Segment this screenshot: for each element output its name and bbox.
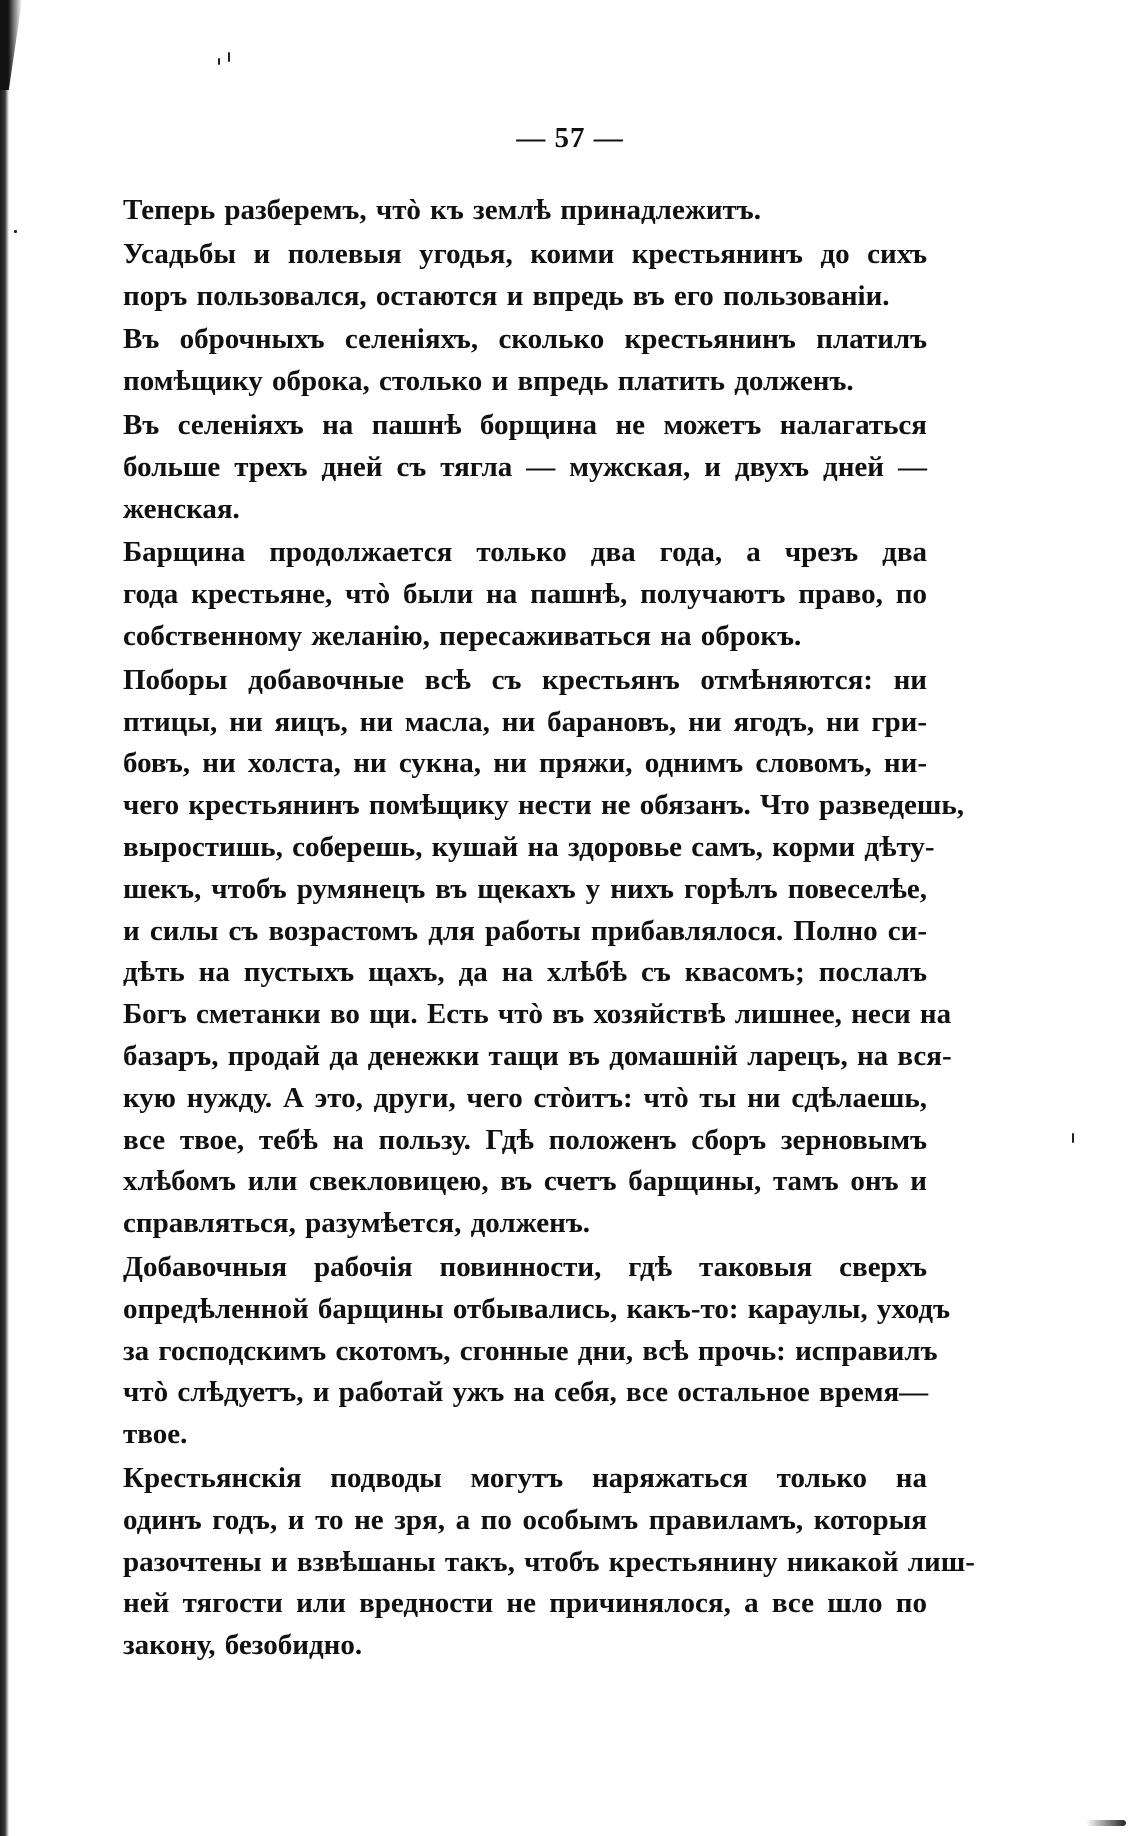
text-line: Въ селеніяхъ на пашнѣ борщина не можетъ налагаться — [123, 408, 927, 441]
text-line: Добавочныя рабочія повинности, гдѣ таковыя сверхъ — [123, 1250, 927, 1283]
text-line: поръ пользовался, остаются и впредь въ его пользованіи. — [123, 279, 890, 312]
paragraph — [123, 190, 927, 232]
text-line: опредѣленной барщины отбывались, какъ-то: караулы, уходъ — [123, 1292, 951, 1325]
text-line: Поборы добавочные всѣ съ крестьянъ отмѣняются: ни — [123, 663, 927, 696]
text-line: шекъ, чтобъ румянецъ въ щекахъ у нихъ горѣлъ повеселѣе, — [123, 872, 927, 905]
paragraph — [123, 532, 927, 657]
text-line: разочтены и взвѣшаны такъ, чтобъ крестьянину никакой лиш- — [123, 1545, 975, 1578]
text-line: кую нужду. А это, други, чего стòитъ: чтò ты ни сдѣлаешь, — [123, 1081, 927, 1114]
paragraph — [123, 319, 927, 403]
text-line: все твое, тебѣ на пользу. Гдѣ положенъ сборъ зерновымъ — [123, 1123, 927, 1156]
text-line: помѣщику оброка, столько и впредь платить долженъ. — [123, 365, 854, 398]
text-line: Крестьянскія подводы могутъ наряжаться только на — [123, 1461, 927, 1494]
print-speck — [1072, 1133, 1074, 1143]
body-text — [123, 190, 975, 1669]
paragraph — [123, 1458, 975, 1667]
text-line: базаръ, продай да денежки тащи въ домашній ларецъ, на вся- — [123, 1039, 952, 1072]
text-line: чтò слѣдуетъ, и работай ужъ на себя, все остальное время— — [123, 1376, 929, 1409]
paragraph — [123, 660, 964, 1245]
text-line: твое. — [123, 1418, 188, 1451]
text-line: птицы, ни яицъ, ни масла, ни барановъ, ни ягодъ, ни гри- — [123, 705, 927, 738]
paragraph — [123, 234, 927, 318]
text-line: Въ оброчныхъ селеніяхъ, сколько крестьянинъ платилъ — [123, 323, 927, 356]
text-line: Усадьбы и полевыя угодья, коими крестьянинъ до сихъ — [123, 237, 927, 270]
print-speck — [14, 230, 17, 233]
text-line: ней тягости или вредности не причинялося, а все шло по — [123, 1587, 927, 1620]
page-number: — 57 — — [516, 122, 624, 154]
text-line: дѣть на пустыхъ щахъ, да на хлѣбѣ съ квасомъ; послалъ — [123, 956, 927, 989]
text-line: и силы съ возрастомъ для работы прибавлялося. Полно си- — [123, 914, 927, 947]
text-line: чего крестьянинъ помѣщику нести не обязанъ. Что разведешь, — [123, 789, 964, 822]
text-line: выростишь, соберешь, кушай на здоровье самъ, корми дѣту- — [123, 830, 935, 863]
text-line: хлѣбомъ или свекловицею, въ счетъ барщины, тамъ онъ и — [123, 1165, 927, 1198]
print-speck — [218, 58, 220, 65]
text-line: одинъ годъ, и то не зря, а по особымъ правиламъ, которыя — [123, 1503, 927, 1536]
text-line: года крестьяне, чтò были на пашнѣ, получаютъ право, по — [123, 578, 927, 611]
text-line: справляться, разумѣется, долженъ. — [123, 1207, 591, 1240]
page-corner-shadow — [0, 0, 22, 90]
text-line: больше трехъ дней съ тягла — мужская, и двухъ дней — — [123, 450, 927, 483]
text-line: за господскимъ скотомъ, сгонные дни, всѣ прочь: исправилъ — [123, 1334, 938, 1367]
paragraph — [123, 1247, 951, 1456]
text-line: Барщина продолжается только два года, а чрезъ два — [123, 536, 927, 569]
page-binding-edge — [0, 0, 9, 1836]
text-line: закону, безобидно. — [123, 1629, 363, 1662]
page-edge-mark — [1086, 1820, 1126, 1826]
text-line: бовъ, ни холста, ни сукна, ни пряжи, однимъ словомъ, ни- — [123, 747, 927, 780]
text-line: собственному желанію, пересаживаться на оброкъ. — [123, 619, 802, 652]
print-speck — [228, 52, 230, 62]
text-line: женская. — [123, 492, 240, 525]
text-line: Теперь разберемъ, чтò къ землѣ принадлежитъ. — [123, 194, 761, 226]
paragraph — [123, 405, 927, 530]
text-line: Богъ сметанки во щи. Есть чтò въ хозяйствѣ лишнее, неси на — [123, 998, 952, 1031]
